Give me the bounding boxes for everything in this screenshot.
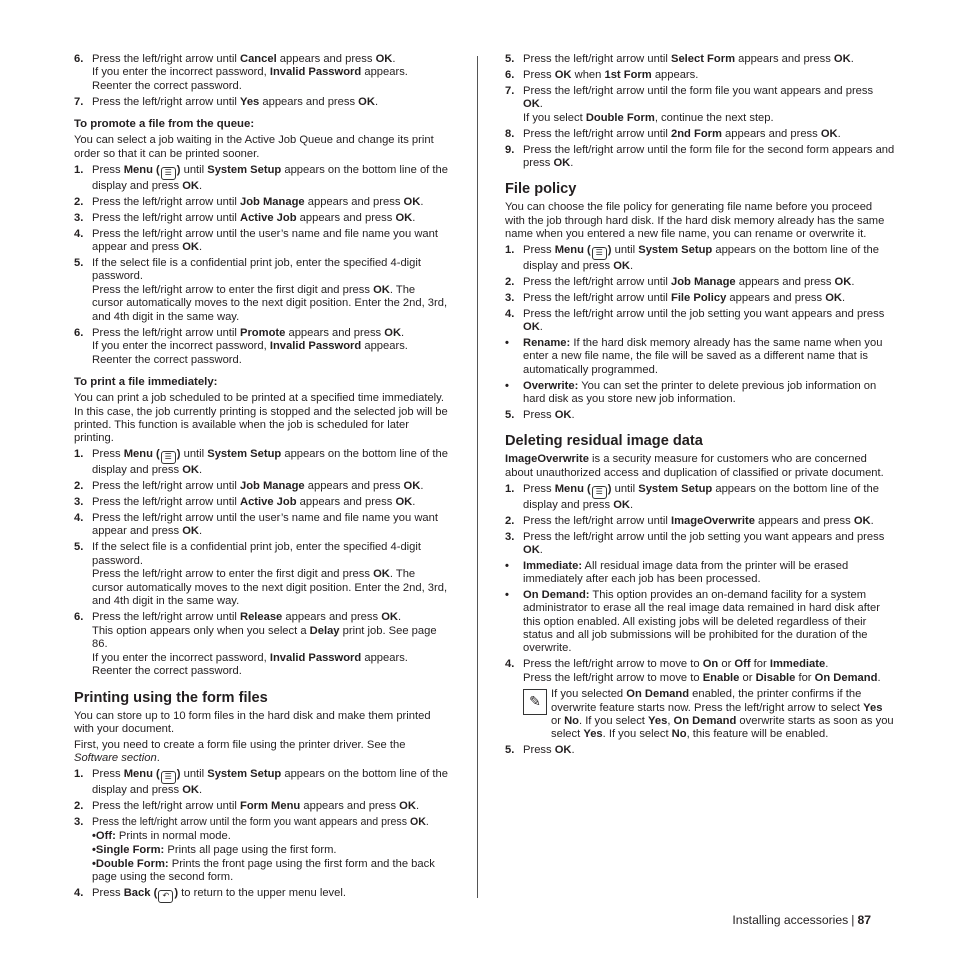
list-item: 1. Press Menu ( ☰ ) until System Setup appears on the bottom line of the display and press OK. [505, 243, 879, 272]
list-item: 1. Press Menu ( ☰ ) until System Setup appears on the bottom line of the display and press OK. [74, 163, 448, 192]
list-item: 5. If the select file is a confidential print job, enter the specified 4-digit password. Press the left/right arrow to enter the first digit and press OK. The cursor automatically moves to the next digit position. Enter the 2nd, 3rd, and 4th digit in the same way. [74, 256, 448, 323]
paragraph: You can print a job scheduled to be printed at a specified time immediately. In this case, the job currently printing is stopped and the selected job will be printed. This function is available when the job is scheduled for later printing. [74, 392, 448, 445]
list-item: • Overwrite: You can set the printer to delete previous job information on hard disk as you store new job information. [505, 379, 877, 405]
paragraph: First, you need to create a form file using the printer driver. See the Software section. [74, 739, 406, 765]
list-item: 8. Press the left/right arrow until 2nd Form appears and press OK. [505, 127, 841, 140]
section-heading: Deleting residual image data [505, 433, 703, 450]
list-item: 7. Press the left/right arrow until the form file you want appears and press OK. If you select Double Form, continue the next step. [505, 84, 874, 124]
list-item: 1. Press Menu ( ☰ ) until System Setup appears on the bottom line of the display and press OK. [74, 768, 448, 797]
menu-icon: ☰ [161, 167, 176, 180]
paragraph: ImageOverwrite is a security measure for customers who are concerned about unauthorized access and duplication of classified or private document. [505, 453, 884, 479]
menu-icon: ☰ [161, 451, 176, 464]
list-item: 4. Press Back ( ↶ ) to return to the upper menu level. [74, 887, 448, 903]
list-item: 3. Press the left/right arrow until the job setting you want appears and press OK. [505, 530, 885, 556]
footer-section: Installing accessories [732, 913, 849, 927]
menu-icon: ☰ [161, 771, 176, 784]
column-divider [477, 56, 478, 898]
list-item: 4. Press the left/right arrow to move to On or Off for Immediate. Press the left/right arrow to move to Enable or Disable for On Demand. [505, 658, 881, 685]
left-column [74, 50, 448, 903]
paragraph: You can store up to 10 form files in the hard disk and make them printed with your document. [74, 709, 431, 735]
list-item: 1. Press Menu ( ☰ ) until System Setup appears on the bottom line of the display and press OK. [74, 448, 448, 477]
back-icon: ↶ [158, 890, 173, 903]
list-item: 2. Press the left/right arrow until ImageOverwrite appears and press OK. [505, 514, 874, 527]
list-item: 2. Press the left/right arrow until Job Manage appears and press OK. [74, 195, 424, 208]
list-item: 6. Press OK when 1st Form appears. [505, 68, 699, 81]
list-item: 9. Press the left/right arrow until the form file for the second form appears and press OK. [505, 143, 895, 170]
list-item: 7. Press the left/right arrow until Yes appears and press OK. [74, 95, 379, 108]
list-item: • On Demand: This option provides an on-demand facility for a system administrator to erase all the real image data remained in hard disk after this option enabled. All existing jobs will be deleted regardless of their status and all job submissions will be prohibited for the duration of the overwrite. [505, 589, 880, 655]
section-subheading: To print a file immediately: [74, 375, 218, 388]
right-column [505, 50, 895, 758]
note-box: ✎ If you selected On Demand enabled, the printer confirms if the overwrite feature starts now. Press the left/right arrow to select Yes or No. If you select Yes, On Demand overwrite starts as soon as you select Yes. If you select No, this feature will be enabled. [523, 688, 895, 741]
list-item: 5. Press OK. [505, 744, 575, 757]
list-item: 2. Press the left/right arrow until Job Manage appears and press OK. [74, 480, 424, 493]
list-item: 3. Press the left/right arrow until Active Job appears and press OK. [74, 211, 416, 224]
section-subheading: To promote a file from the queue: [74, 118, 255, 131]
menu-icon: ☰ [592, 247, 607, 260]
menu-icon: ☰ [592, 486, 607, 499]
list-item: 3. Press the left/right arrow until File Policy appears and press OK. [505, 291, 846, 304]
list-item: 3. Press the left/right arrow until Active Job appears and press OK. [74, 496, 416, 509]
list-item: • Rename: If the hard disk memory already has the same name when you enter a new file name, the file will be saved as a different name that is automatically programmed. [505, 337, 883, 376]
section-heading: Printing using the form files [74, 689, 268, 706]
list-item: 2. Press the left/right arrow until Form Menu appears and press OK. [74, 800, 420, 813]
list-item: 2. Press the left/right arrow until Job Manage appears and press OK. [505, 275, 855, 288]
list-item: 4. Press the left/right arrow until the job setting you want appears and press OK. [505, 307, 885, 334]
note-pencil-icon: ✎ [523, 689, 547, 715]
list-item: 4. Press the left/right arrow until the user’s name and file name you want appear and press OK. [74, 227, 438, 253]
page-footer [732, 913, 871, 927]
footer-separator: | [851, 913, 855, 927]
list-item: 6. Press the left/right arrow until Release appears and press OK. This option appears only when you select a Delay print job. See page 86. If you enter the incorrect password, Invalid Password appears. Reenter the correct password. [74, 611, 437, 678]
paragraph: You can choose the file policy for generating file name before you proceed with the job through hard disk. If the hard disk memory already has the same name when you entered a new file name, you can rename or overwrite it. [505, 201, 885, 240]
list-item: 6. Press the left/right arrow until Promote appears and press OK. If you enter the incorrect password, Invalid Password appears. Reenter the correct password. [74, 326, 408, 366]
paragraph: You can select a job waiting in the Active Job Queue and change its print order so that it can be printed sooner. [74, 134, 434, 160]
list-item: 4. Press the left/right arrow until the user’s name and file name you want appear and press OK. [74, 512, 438, 538]
page-number: 87 [857, 913, 871, 927]
list-item: 5. Press the left/right arrow until Select Form appears and press OK. [505, 52, 854, 65]
list-item: 1. Press Menu ( ☰ ) until System Setup appears on the bottom line of the display and press OK. [505, 482, 879, 511]
list-item: 3. Press the left/right arrow until the form you want appears and press OK. •Off: Prints in normal mode. •Single Form: Prints all page using the first form. •Double Form: Prints the front page using the first form and the back page using the second form. [74, 816, 435, 884]
list-item: • Immediate: All residual image data from the printer will be erased immediately after each job has been processed. [505, 559, 849, 586]
list-item: 5. If the select file is a confidential print job, enter the specified 4-digit password. Press the left/right arrow to enter the first digit and press OK. The cursor automatically moves to the next digit position. Enter the 2nd, 3rd, and 4th digit in the same way. [74, 541, 448, 608]
list-item: 6. Press the left/right arrow until Cancel appears and press OK. If you enter the incorrect password, Invalid Password appears. Reenter the correct password. [74, 52, 408, 92]
section-heading: File policy [505, 181, 577, 198]
list-item: 5. Press OK. [505, 408, 575, 421]
